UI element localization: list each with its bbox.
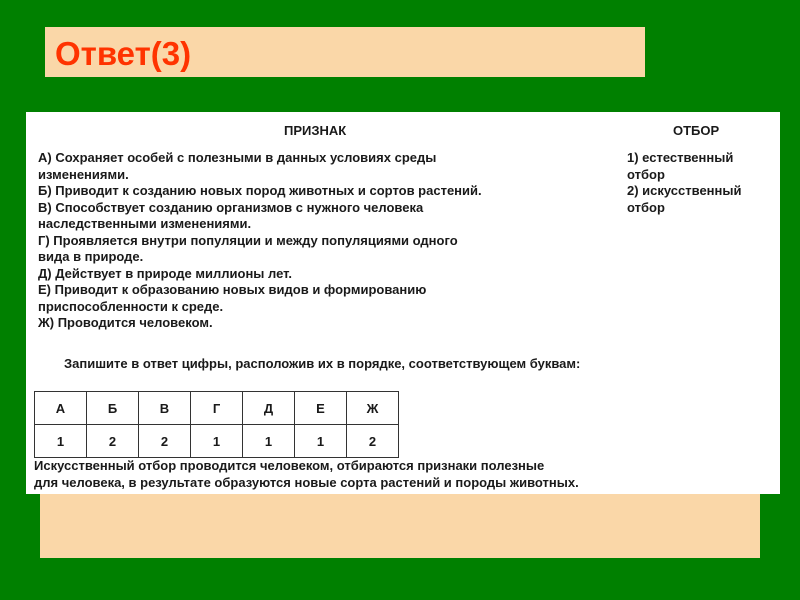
letter-cell: Ж: [347, 392, 399, 425]
sign-line: Д) Действует в природе миллионы лет.: [38, 265, 293, 281]
digit-cell: 2: [139, 425, 191, 458]
letter-cell: В: [139, 392, 191, 425]
title-box: [45, 27, 645, 77]
slide-title: Ответ(3): [55, 35, 192, 72]
selection-line: отбор: [627, 166, 665, 182]
letter-cell: Г: [191, 392, 243, 425]
sign-line: приспособленности к среде.: [38, 298, 224, 314]
selection-line: отбор: [627, 199, 665, 215]
instruction: Запишите в ответ цифры, расположив их в порядке, соответствующем буквам:: [64, 356, 581, 371]
letter-cell: А: [35, 392, 87, 425]
task-panel: [26, 112, 780, 494]
answer-letters-row: [35, 392, 399, 425]
explanation-line: Искусственный отбор проводится человеком, отбираются признаки полезные: [34, 458, 545, 473]
sign-line: Ж) Проводится человеком.: [38, 315, 213, 330]
sign-line: Е) Приводит к образованию новых видов и формированию: [38, 282, 427, 297]
sign-line: А) Сохраняет особей с полезными в данных условиях среды: [38, 150, 437, 165]
selection-line: 2) искусственный: [627, 183, 742, 198]
header-sign: ПРИЗНАК: [284, 123, 347, 138]
sign-line: В) Способствует созданию организмов с нужного человека: [38, 199, 424, 215]
digit-cell: 1: [295, 425, 347, 458]
digit-cell: 2: [87, 425, 139, 458]
sign-line: наследственными изменениями.: [38, 216, 252, 231]
sign-line: Б) Приводит к созданию новых пород животных и сортов растений.: [38, 183, 482, 198]
bottom-decor-box: [40, 490, 760, 558]
letter-cell: Е: [295, 392, 347, 425]
sign-line: Г) Проявляется внутри популяции и между популяциями одного: [38, 232, 458, 248]
sign-list: [38, 150, 613, 332]
digit-cell: 1: [35, 425, 87, 458]
answer-digits-row: [35, 425, 399, 458]
letter-cell: Д: [243, 392, 295, 425]
digit-cell: 1: [243, 425, 295, 458]
selection-list: [627, 150, 741, 216]
answer-table: [34, 391, 399, 458]
digit-cell: 1: [191, 425, 243, 458]
selection-line: 1) естественный: [627, 150, 734, 165]
header-selection: ОТБОР: [673, 123, 720, 138]
sign-line: изменениями.: [38, 166, 129, 182]
explanation: [34, 458, 579, 491]
letter-cell: Б: [87, 392, 139, 425]
sign-line: вида в природе.: [38, 249, 144, 264]
explanation-line: для человека, в результате образуются новые сорта растений и породы животных.: [34, 474, 579, 490]
digit-cell: 2: [347, 425, 399, 458]
